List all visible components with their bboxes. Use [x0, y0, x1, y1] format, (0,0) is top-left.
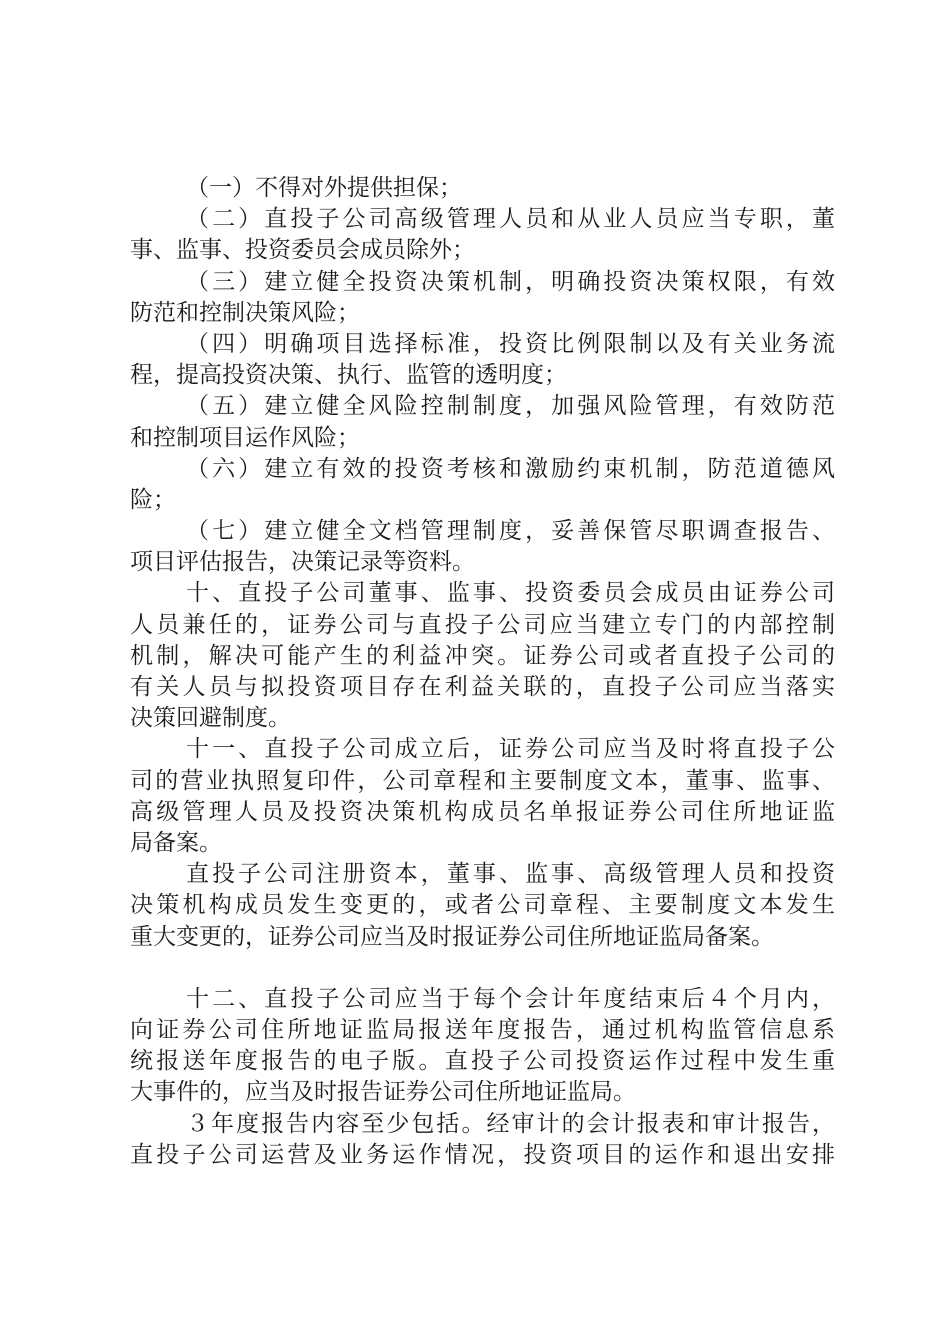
text-line: （一）不得对外提供担保；: [186, 175, 462, 201]
text-line: （六）建立有效的投资考核和激励约束机制，防范道德风: [186, 455, 835, 482]
text-line: （四）明确项目选择标准，投资比例限制以及有关业务流: [186, 330, 835, 357]
text-line: 局备案。: [130, 829, 222, 856]
text-line: 有关人员与拟投资项目存在利益关联的，直投子公司应当落实: [130, 674, 835, 700]
text-line: ３年度报告内容至少包括。经审计的会计报表和审计报告，: [186, 1110, 835, 1137]
text-line: 程，提高投资决策、执行、监管的透明度；: [130, 362, 567, 389]
text-line: 十二、直投子公司应当于每个会计年度结束后４个月内，: [186, 985, 835, 1012]
text-line: 险；: [130, 486, 176, 513]
text-line: 和控制项目运作风险；: [130, 424, 360, 451]
text-line: （七）建立健全文档管理制度，妥善保管尽职调查报告、: [186, 518, 835, 545]
text-line: （五）建立健全风险控制制度，加强风险管理，有效防范: [186, 393, 835, 420]
text-line: 机制，解决可能产生的利益冲突。证券公司或者直投子公司的: [130, 642, 835, 669]
document-body: [130, 173, 835, 1171]
text-line: 高级管理人员及投资决策机构成员名单报证券公司住所地证监: [130, 798, 835, 825]
text-line: 司的营业执照复印件，公司章程和主要制度文本，董事、监事、: [130, 767, 835, 794]
text-line: 统报送年度报告的电子版。直投子公司投资运作过程中发生重: [130, 1048, 835, 1075]
text-line: 直投子公司注册资本，董事、监事、高级管理人员和投资: [186, 861, 835, 888]
text-line: 大事件的，应当及时报告证券公司住所地证监局。: [130, 1079, 636, 1106]
text-line: 十一、直投子公司成立后，证券公司应当及时将直投子公: [186, 736, 835, 763]
text-line: 重大变更的，证券公司应当及时报证券公司住所地证监局备案。: [130, 923, 774, 950]
text-line: （二）直投子公司高级管理人员和从业人员应当专职，董: [186, 206, 835, 233]
text-line: 事、监事、投资委员会成员除外；: [130, 237, 475, 264]
blank-line: [130, 953, 835, 984]
text-line: 项目评估报告，决策记录等资料。: [130, 549, 475, 576]
text-line: 防范和控制决策风险；: [130, 299, 360, 326]
text-line: 直投子公司运营及业务运作情况，投资项目的运作和退出安排: [130, 1141, 835, 1168]
text-line: 十、直投子公司董事、监事、投资委员会成员由证券公司: [186, 580, 835, 607]
text-line: 决策机构成员发生变更的，或者公司章程、主要制度文本发生: [130, 892, 835, 919]
text-line: （三）建立健全投资决策机制，明确投资决策权限，有效: [186, 268, 835, 295]
text-line: 向证券公司住所地证监局报送年度报告，通过机构监管信息系: [130, 1017, 835, 1044]
text-line: 决策回避制度。: [130, 705, 291, 732]
text-line: 人员兼任的，证券公司与直投子公司应当建立专门的内部控制: [130, 611, 835, 638]
